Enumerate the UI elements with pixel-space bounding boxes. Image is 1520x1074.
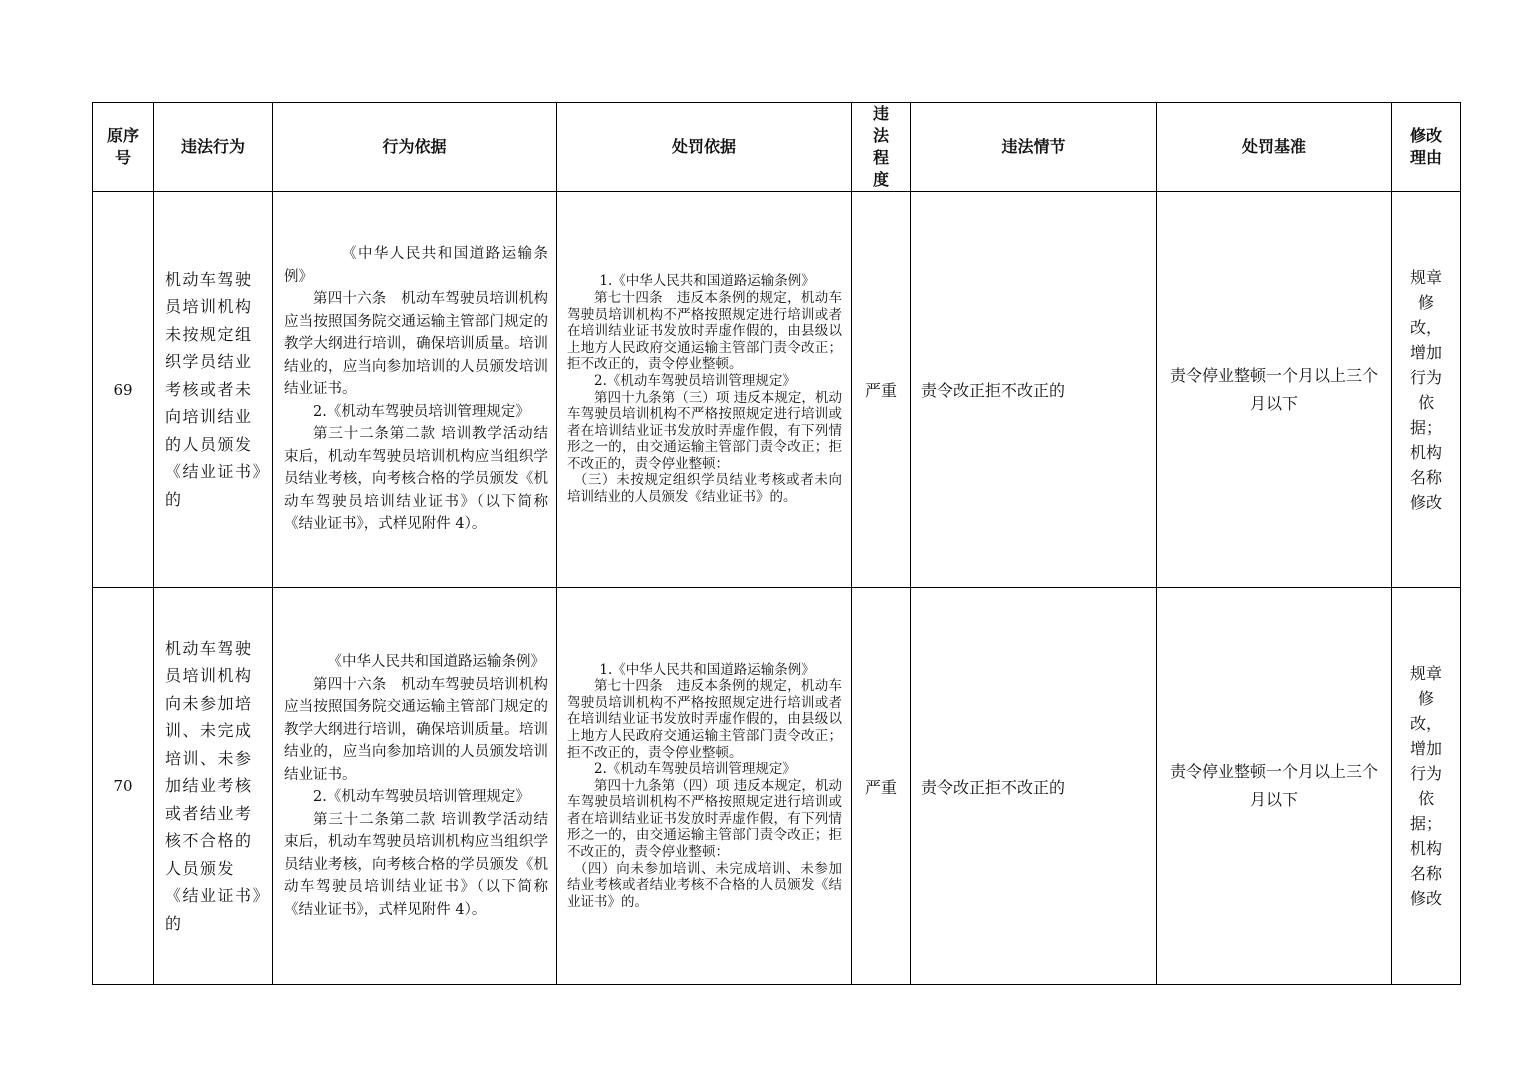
penalty-paragraph: （三）未按规定组织学员结业考核或者未向培训结业的人员颁发《结业证书》的。 (567, 472, 842, 506)
table-row (93, 192, 1461, 588)
penalty-paragraph: 第四十九条第（四）项 违反本规定，机动车驾驶员培训机构不严格按照规定进行培训或者在培训结业证书发放时弄虚作假，有下列情形之一的，由交通运输主管部门责令改正；拒不改正的，责令停业整顿： (567, 777, 842, 861)
revision-reason: 规章修改，增加行为依据；机构名称修改 (1392, 588, 1461, 985)
penalty-paragraph: 第四十九条第（三）项 违反本规定，机动车驾驶员培训机构不严格按照规定进行培训或者在培训结业证书发放时弄虚作假，有下列情形之一的，由交通运输主管部门责令改正；拒不改正的，责令停业整顿： (567, 389, 842, 472)
header-violation-circumstance: 违法情节 (911, 103, 1157, 192)
header-revision-reason: 修改理由 (1392, 103, 1461, 192)
violation-degree: 严重 (852, 192, 911, 588)
penalty-paragraph: （四）向未参加培训、未完成培训、未参加结业考核或者结业考核不合格的人员颁发《结业证书》的。 (567, 860, 842, 910)
penalty-standard: 责令停业整顿一个月以上三个月以下 (1157, 192, 1392, 588)
act-basis-cell (273, 192, 557, 588)
violation-act-text: 机动车驾驶员培训机构向未参加培训、未完成培训、未参加结业考核或者结业考核不合格的人员颁发《结业证书》的 (154, 588, 273, 985)
penalty-paragraph: 第七十四条 违反本条例的规定，机动车驾驶员培训机构不严格按照规定进行培训或者在培训结业证书发放时弄虚作假的，由县级以上地方人民政府交通运输主管部门责令改正；拒不改正的，责令停业整顿。 (567, 289, 842, 373)
table-row (93, 588, 1461, 985)
violation-circumstance: 责令改正拒不改正的 (911, 192, 1157, 588)
penalty-paragraph: 1.《中华人民共和国道路运输条例》 (599, 661, 815, 678)
basis-paragraph: 《中华人民共和国道路运输条例》 (327, 654, 545, 670)
penalty-paragraph: 2.《机动车驾驶员培训管理规定》 (594, 372, 796, 389)
basis-paragraph: 2.《机动车驾驶员培训管理规定》 (313, 403, 530, 420)
basis-paragraph: 2.《机动车驾驶员培训管理规定》 (313, 789, 530, 805)
violation-circumstance: 责令改正拒不改正的 (911, 588, 1157, 985)
act-basis-cell (273, 588, 557, 985)
header-row (93, 103, 1461, 192)
header-act-basis: 行为依据 (273, 103, 557, 192)
basis-paragraph: 第四十六条 机动车驾驶员培训机构应当按照国务院交通运输主管部门规定的教学大纲进行培训，确保培训质量。培训结业的，应当向参加培训的人员颁发培训结业证书。 (284, 291, 548, 398)
basis-paragraph: 第三十二条第二款 培训教学活动结束后，机动车驾驶员培训机构应当组织学员结业考核，向考核合格的学员颁发《机动车驾驶员培训结业证书》（以下简称《结业证书》，式样见附件 4）。 (284, 426, 548, 533)
violation-act-text: 机动车驾驶员培训机构未按规定组织学员结业考核或者未向培训结业的人员颁发《结业证书》的 (154, 192, 273, 588)
penalty-standard-table (92, 102, 1461, 985)
header-penalty-basis: 处罚依据 (557, 103, 852, 192)
basis-paragraph: 第四十六条 机动车驾驶员培训机构应当按照国务院交通运输主管部门规定的教学大纲进行培训，确保培训质量。培训结业的，应当向参加培训的人员颁发培训结业证书。 (284, 676, 548, 783)
row-number: 70 (93, 588, 154, 985)
basis-paragraph: 第三十二条第二款 培训教学活动结束后，机动车驾驶员培训机构应当组织学员结业考核，向考核合格的学员颁发《机动车驾驶员培训结业证书》（以下简称《结业证书》，式样见附件 4）。 (284, 811, 548, 918)
penalty-standard: 责令停业整顿一个月以上三个月以下 (1157, 588, 1392, 985)
penalty-paragraph: 1.《中华人民共和国道路运输条例》 (599, 273, 815, 290)
penalty-basis-cell (557, 192, 852, 588)
penalty-paragraph: 2.《机动车驾驶员培训管理规定》 (594, 761, 796, 778)
penalty-paragraph: 第七十四条 违反本条例的规定，机动车驾驶员培训机构不严格按照规定进行培训或者在培训结业证书发放时弄虚作假的，由县级以上地方人民政府交通运输主管部门责令改正；拒不改正的，责令停业整顿。 (567, 678, 842, 761)
header-original-number: 原序号 (93, 103, 154, 192)
row-number: 69 (93, 192, 154, 588)
header-penalty-standard: 处罚基准 (1157, 103, 1392, 192)
penalty-basis-cell (557, 588, 852, 985)
header-violation-degree: 违法程度 (852, 103, 911, 192)
violation-degree: 严重 (852, 588, 911, 985)
revision-reason: 规章修改，增加行为依据；机构名称修改 (1392, 192, 1461, 588)
header-violation-act: 违法行为 (154, 103, 273, 192)
basis-paragraph: 《中华人民共和国道路运输条例》 (284, 246, 548, 285)
